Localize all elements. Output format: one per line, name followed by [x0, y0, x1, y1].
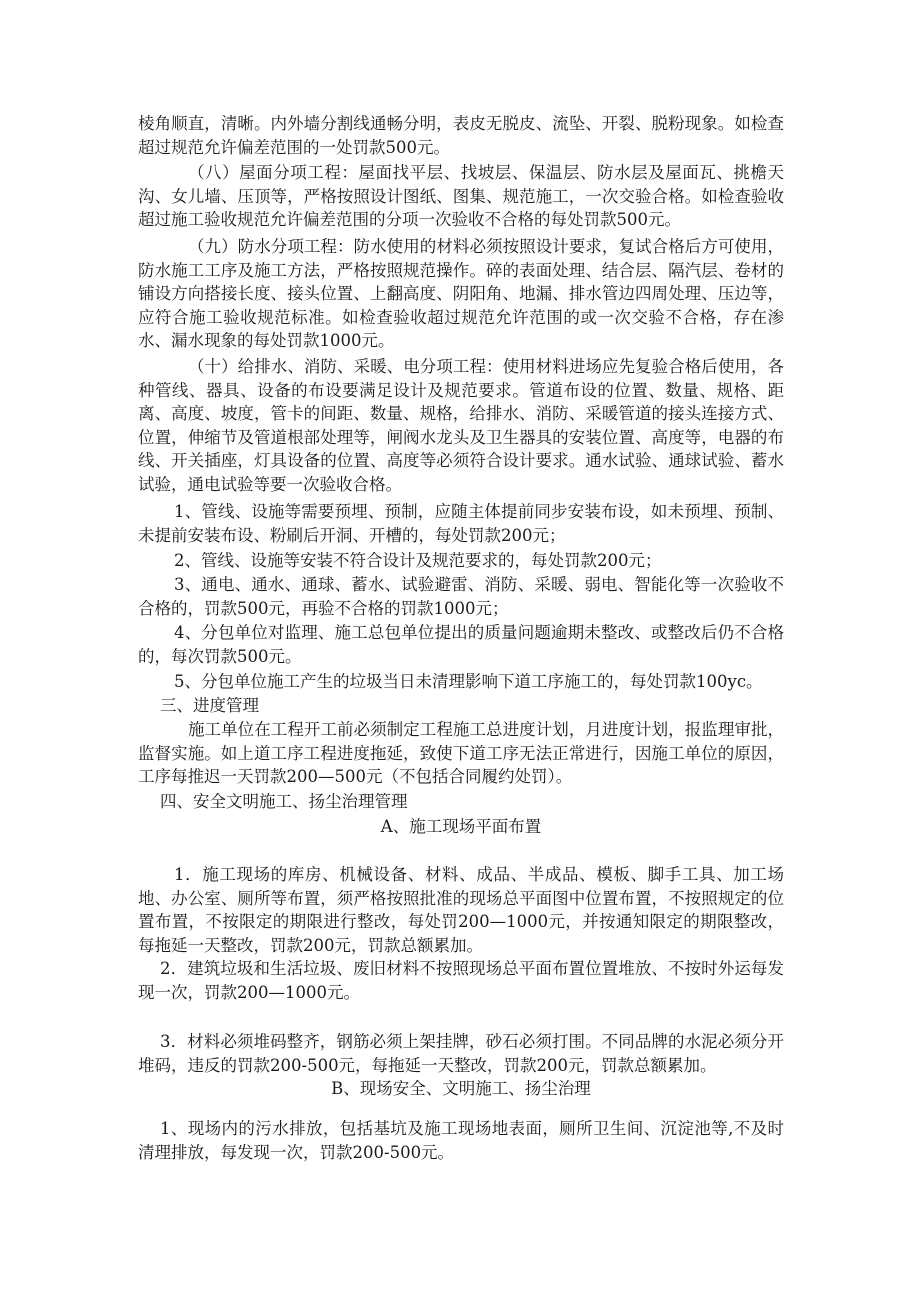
- subheading-site-safety: B、现场安全、文明施工、扬尘治理: [331, 1079, 591, 1098]
- list-item-1: 1、管线、设施等需要预埋、预制，应随主体提前同步安装布设，如未预埋、预制、未提前安装布设、粉刷后开洞、开槽的，每处罚款200元；: [138, 502, 784, 545]
- paragraph-schedule: 施工单位在工程开工前必须制定工程施工总进度计划，月进度计划，报监理审批，监督实施。如上道工序工程进度拖延，致使下道工序无法正常进行，因施工单位的原因，工序每推迟一天罚款200—500元（不包括合同履约处罚）。: [138, 720, 784, 786]
- subheading-site-layout: A、施工现场平面布置: [380, 817, 542, 836]
- paragraph-layout-2: 2．建筑垃圾和生活垃圾、废旧材料不按照现场总平面布置位置堆放、不按时外运每发现一次，罚款200—1000元。: [138, 959, 784, 1002]
- paragraph-waterproofing: （九）防水分项工程：防水使用的材料必须按照设计要求，复试合格后方可使用，防水施工工序及施工方法，严格按照规范操作。碎的表面处理、结合层、隔汽层、卷材的铺设方向搭接长度、接头位置、上翻高度、阴阳角、地漏、排水管边四周处理、压边等，应符合施工验收规范标准。如检查验收超过规范允许范围的或一次交验不合格，存在渗水、漏水现象的每处罚款1000元。: [138, 237, 784, 350]
- paragraph-mep: （十）给排水、消防、采暖、电分项工程：使用材料进场应先复验合格后使用，各种管线、器具、设备的布设要满足设计及规范要求。管道布设的位置、数量、规格、距离、高度、坡度，管卡的间距、数量、规格，给排水、消防、采暖管道的接头连接方式、位置，伸缩节及管道根部处理等，闸阀水龙头及卫生器具的安装位置、高度等，电器的布线、开关插座，灯具设备的位置、高度等必须符合设计要求。通水试验、通球试验、蓄水试验，通电试验等要一次验收合格。: [138, 357, 784, 494]
- list-item-3: 3、通电、通水、通球、蓄水、试验避雷、消防、采暖、弱电、智能化等一次验收不合格的，罚款500元，再验不合格的罚款1000元；: [138, 575, 784, 618]
- paragraph-continuation: 棱角顺直，清晰。内外墙分割线通畅分明，表皮无脱皮、流坠、开裂、脱粉现象。如检查超过规范允许偏差范围的一处罚款500元。: [138, 114, 784, 157]
- section-heading-safety: 四、安全文明施工、扬尘治理管理: [160, 792, 408, 811]
- list-item-4: 4、分包单位对监理、施工总包单位提出的质量问题逾期未整改、或整改后仍不合格的，每次罚款500元。: [138, 623, 784, 666]
- paragraph-layout-3: 3．材料必须堆码整齐，钢筋必须上架挂牌，砂石必须打围。不同品牌的水泥必须分开堆码，违反的罚款200-500元，每拖延一天整改，罚款200元，罚款总额累加。: [138, 1032, 784, 1075]
- list-item-2: 2、管线、设施等安装不符合设计及规范要求的，每处罚款200元；: [174, 551, 662, 570]
- list-item-5: 5、分包单位施工产生的垃圾当日未清理影响下道工序施工的，每处罚款100yc。: [174, 672, 763, 691]
- paragraph-roofing: （八）屋面分项工程：屋面找平层、找坡层、保温层、防水层及屋面瓦、挑檐天沟、女儿墙、压顶等，严格按照设计图纸、图集、规范施工，一次交验合格。如检查验收超过施工验收规范允许偏差范围的分项一次验收不合格的每处罚款500元。: [138, 163, 784, 229]
- section-heading-schedule: 三、进度管理: [160, 696, 259, 715]
- paragraph-layout-1: 1．施工现场的库房、机械设备、材料、成品、半成品、模板、脚手工具、加工场地、办公室、厕所等布置，须严格按照批准的现场总平面图中位置布置，不按照规定的位置布置，不按限定的期限进行整改，每处罚200—1000元，并按通知限定的期限整改，每拖延一天整改，罚款200元，罚款总额累加。: [138, 865, 784, 955]
- paragraph-safety-1: 1、现场内的污水排放，包括基坑及施工现场地表面，厕所卫生间、沉淀池等,不及时清理排放，每发现一次，罚款200-500元。: [138, 1119, 784, 1162]
